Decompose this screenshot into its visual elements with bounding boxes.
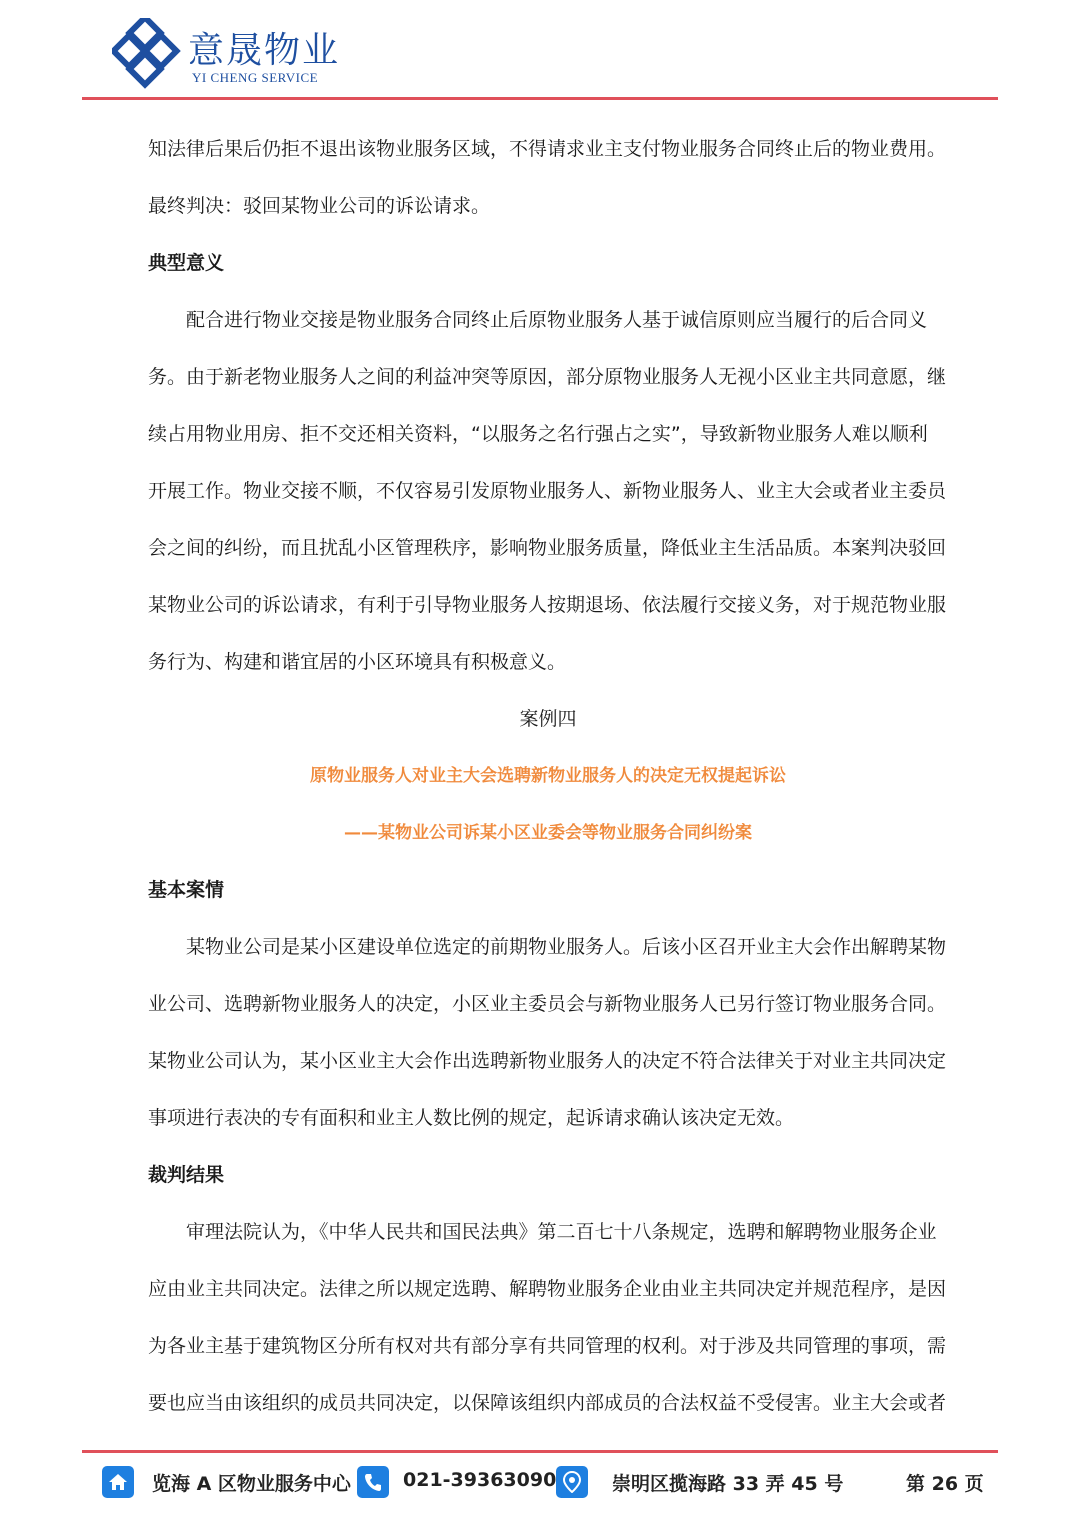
location-pin-icon: [556, 1466, 588, 1498]
case-subtitle: 原物业服务人对业主大会选聘新物业服务人的决定无权提起诉讼: [310, 766, 786, 786]
paragraph-line: 务。由于新老物业服务人之间的利益冲突等原因，部分原物业服务人无视小区业主共同意愿，继: [148, 366, 947, 388]
footer-service-center: 览海 A 区物业服务中心: [152, 1473, 351, 1495]
document-body: [148, 121, 948, 1432]
paragraph-line: 为各业主基于建筑物区分所有权对共有部分享有共同管理的权利。对于涉及共同管理的事项，需: [148, 1335, 947, 1357]
section-heading: 典型意义: [148, 252, 225, 274]
paragraph-line: 会之间的纠纷，而且扰乱小区管理秩序，影响物业服务质量，降低业主生活品质。本案判决驳回: [148, 537, 947, 559]
logo-english-name: YI CHENG SERVICE: [192, 70, 319, 85]
section-heading: 裁判结果: [148, 1164, 225, 1186]
paragraph-line: 应由业主共同决定。法律之所以规定选聘、解聘物业服务企业由业主共同决定并规范程序，是因: [148, 1278, 947, 1300]
paragraph-line: 要也应当由该组织的成员共同决定，以保障该组织内部成员的合法权益不受侵害。业主大会或者: [148, 1392, 947, 1414]
case-subtitle: ——某物业公司诉某小区业委会等物业服务合同纠纷案: [344, 823, 752, 843]
page-footer: [0, 1458, 1080, 1510]
paragraph-line: 业公司、选聘新物业服务人的决定，小区业主委员会与新物业服务人已另行签订物业服务合同。: [148, 993, 947, 1015]
paragraph-line: 最终判决：驳回某物业公司的诉讼请求。: [148, 195, 491, 217]
company-logo-icon: [112, 18, 184, 90]
phone-icon: [357, 1466, 389, 1498]
footer-address: 崇明区揽海路 33 弄 45 号: [612, 1473, 844, 1495]
page-header: [0, 0, 1080, 100]
paragraph-line: 某物业公司认为，某小区业主大会作出选聘新物业服务人的决定不符合法律关于对业主共同决定: [148, 1050, 947, 1072]
section-heading: 基本案情: [148, 879, 225, 901]
page-number: 第 26 页: [906, 1473, 984, 1495]
paragraph-line: 事项进行表决的专有面积和业主人数比例的规定，起诉请求确认该决定无效。: [148, 1107, 795, 1129]
header-divider: [82, 97, 998, 100]
paragraph-line: 某物业公司是某小区建设单位选定的前期物业服务人。后该小区召开业主大会作出解聘某物: [186, 936, 947, 958]
footer-divider: [82, 1450, 998, 1453]
case-title: 案例四: [519, 708, 577, 730]
paragraph-line: 务行为、构建和谐宜居的小区环境具有积极意义。: [148, 651, 567, 673]
footer-phone-number: 021-39363090: [403, 1469, 557, 1491]
paragraph-line: 某物业公司的诉讼请求，有利于引导物业服务人按期退场、依法履行交接义务，对于规范物业服: [148, 594, 947, 616]
paragraph-line: 配合进行物业交接是物业服务合同终止后原物业服务人基于诚信原则应当履行的后合同义: [186, 309, 928, 331]
paragraph-line: 续占用物业用房、拒不交还相关资料，“以服务之名行强占之实”，导致新物业服务人难以顺利: [148, 423, 928, 445]
home-icon: [102, 1466, 134, 1498]
paragraph-line: 开展工作。物业交接不顺，不仅容易引发原物业服务人、新物业服务人、业主大会或者业主委员: [148, 480, 947, 502]
logo-chinese-name: 意晟物业: [188, 30, 341, 71]
paragraph-line: 知法律后果后仍拒不退出该物业服务区域，不得请求业主支付物业服务合同终止后的物业费用。: [148, 138, 947, 160]
paragraph-line: 审理法院认为，《中华人民共和国民法典》第二百七十八条规定，选聘和解聘物业服务企业: [186, 1221, 937, 1243]
